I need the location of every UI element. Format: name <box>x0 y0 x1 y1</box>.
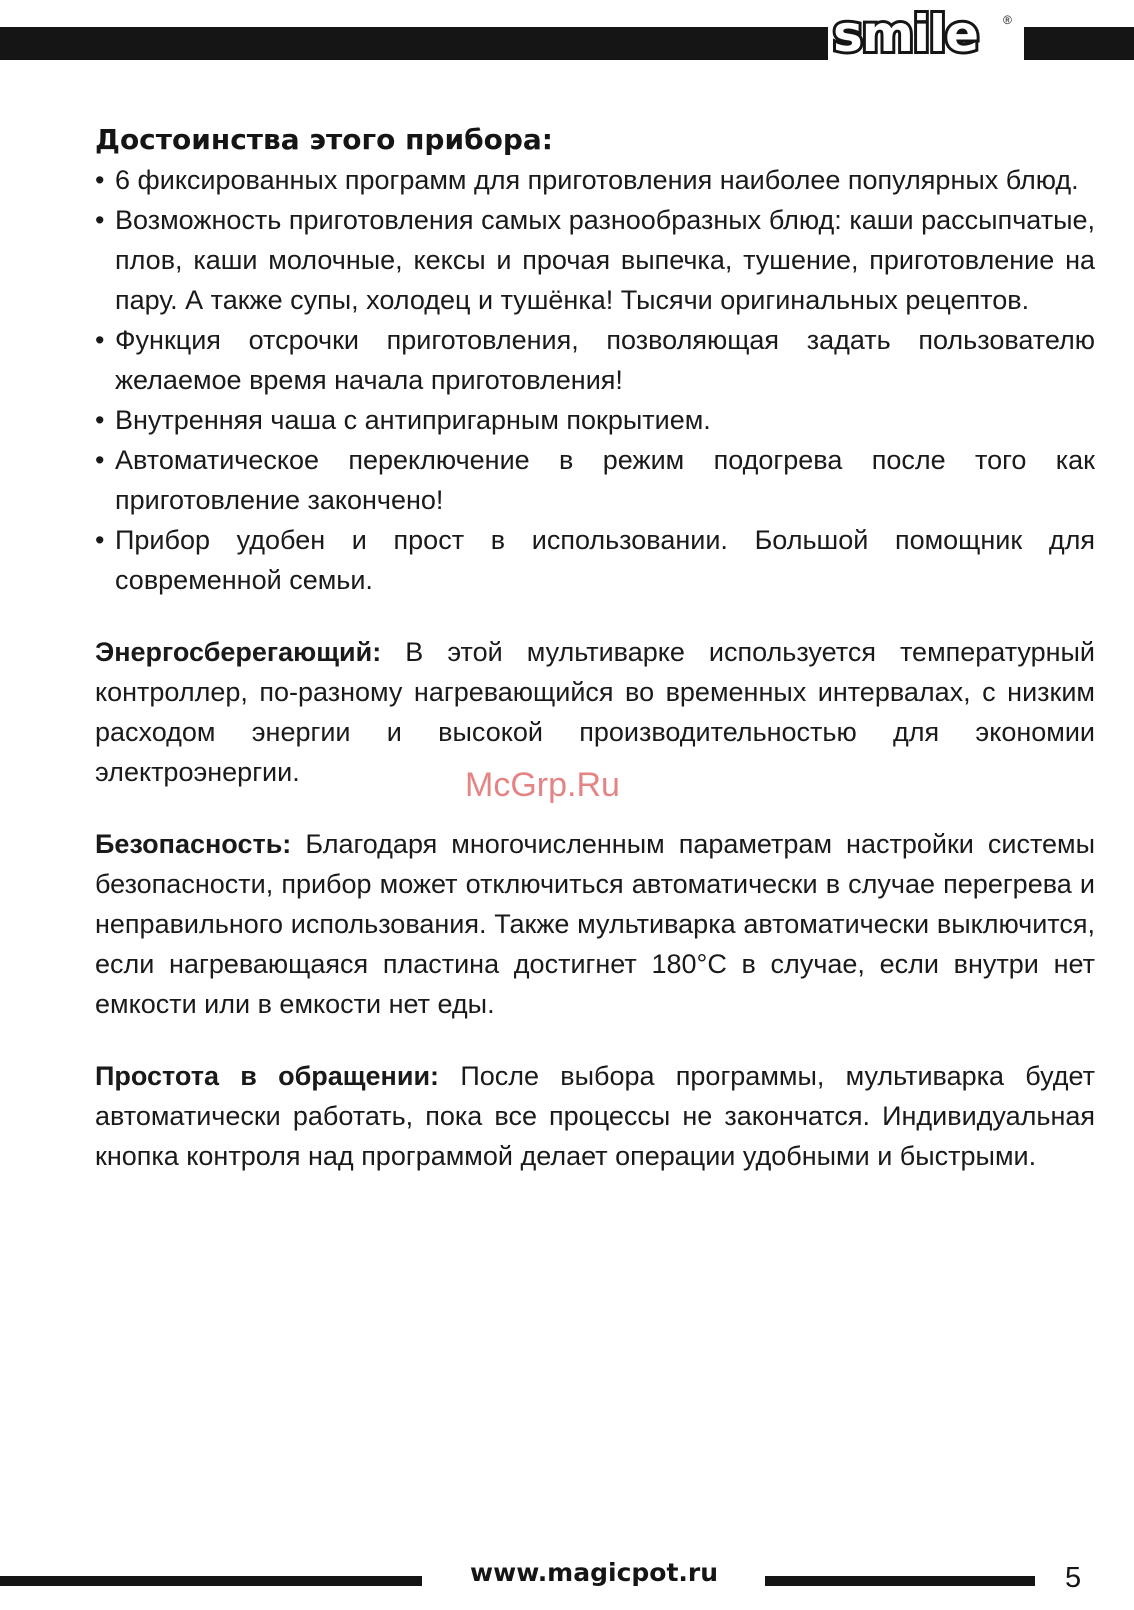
bullet-icon: • <box>95 445 105 475</box>
header-bar-left <box>0 27 828 60</box>
footer-bar-left <box>0 1576 422 1586</box>
bullet-icon: • <box>95 325 105 355</box>
advantages-list <box>95 160 1095 600</box>
advantages-heading: Достоинства этого прибора: <box>95 123 553 156</box>
page-number: 5 <box>1065 1562 1082 1594</box>
list-item: • Прибор удобен и прост в использовании. Большой помощник для современной семьи. <box>95 520 1095 600</box>
footer-url: www.magicpot.ru <box>470 1558 719 1587</box>
page-content <box>95 120 1095 1176</box>
section-text: После выбора программы, мультиварка будет автоматически работать, пока все процессы не закончатся. Индивидуальная кнопка контроля над программой делает операции удобными и быстрыми. <box>95 1061 1095 1171</box>
bullet-icon: • <box>95 525 105 555</box>
section-simplicity <box>95 1056 1095 1176</box>
section-title: Безопасность: <box>95 829 292 859</box>
watermark: McGrp.Ru <box>465 766 620 804</box>
list-item: • Возможность приготовления самых разнообразных блюд: каши рассыпчатые, плов, каши молочные, кексы и прочая выпечка, тушение, приготовление на пару. А также супы, холодец и тушёнка! Тысячи оригинальных рецептов. <box>95 200 1095 320</box>
bullet-icon: • <box>95 405 105 435</box>
brand-logo: smile <box>833 5 979 63</box>
list-item: • Автоматическое переключение в режим подогрева после того как приготовление закончено! <box>95 440 1095 520</box>
list-item: • Внутренняя чаша с антипригарным покрытием. <box>95 400 1095 440</box>
header-bar-right <box>1024 27 1134 60</box>
section-safety <box>95 824 1095 1024</box>
footer-bar-right <box>765 1576 1035 1586</box>
section-title: Простота в обращении: <box>95 1061 440 1091</box>
bullet-icon: • <box>95 205 105 235</box>
bullet-icon: • <box>95 165 105 195</box>
section-text: Благодаря многочисленным параметрам настройки системы безопасности, прибор может отключиться автоматически в случае перегрева и неправильного использования. Также мультиварка автоматически выключится, если нагревающаяся пластина достигнет 180°C в случае, если внутри нет емкости или в емкости нет еды. <box>95 829 1095 1019</box>
list-item: • Функция отсрочки приготовления, позволяющая задать пользователю желаемое время начала приготовления! <box>95 320 1095 400</box>
registered-mark: ® <box>1003 13 1012 27</box>
section-text: В этой мультиварке используется температурный контроллер, по-разному нагревающийся во временных интервалах, с низким расходом энергии и высокой производительностью для экономии электроэнергии. <box>95 637 1095 787</box>
section-title: Энергосберегающий: <box>95 637 382 667</box>
list-item: • 6 фиксированных программ для приготовления наиболее популярных блюд. <box>95 160 1095 200</box>
